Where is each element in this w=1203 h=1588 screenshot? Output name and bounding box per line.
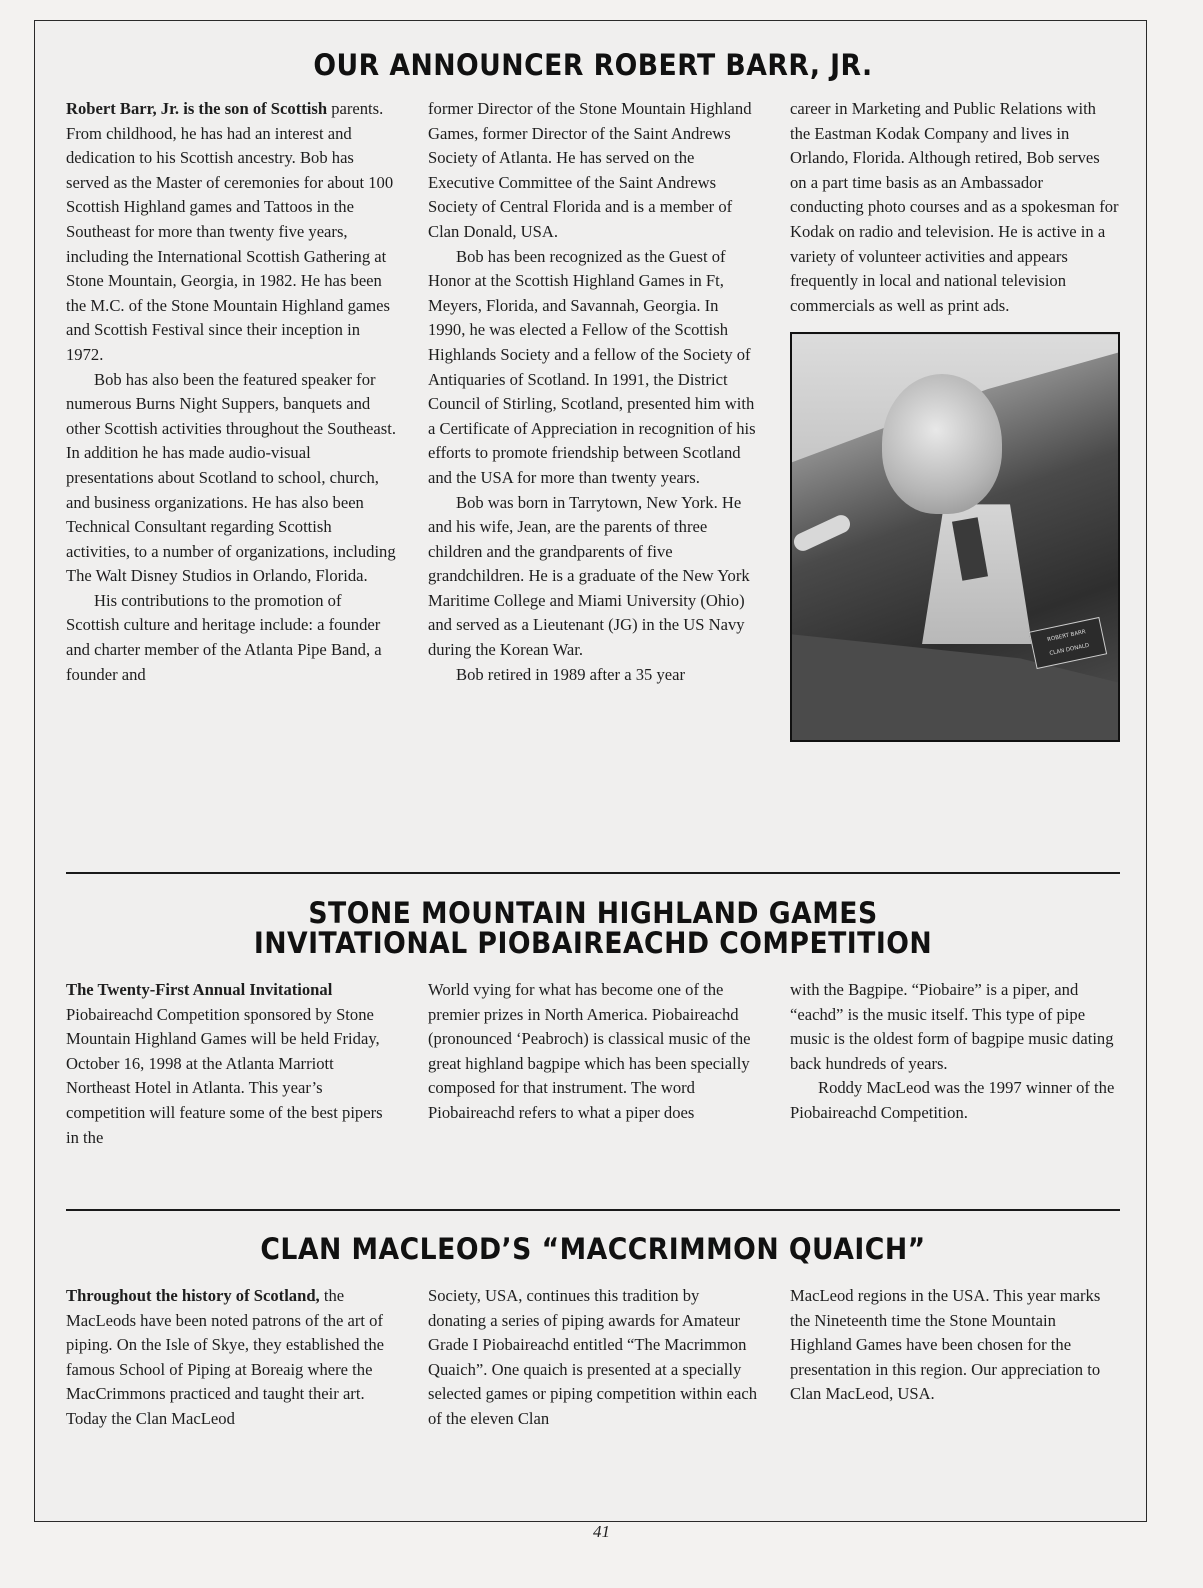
badge-name: ROBERT BARR — [1046, 629, 1087, 644]
microphone-icon — [791, 513, 853, 555]
quaich-paragraph-3: MacLeod regions in the USA. This year marks the Nineteenth time the Stone Mountain Highland Games have been chosen for the presentation in this region. Our appreciation to Clan MacLeod, USA. — [790, 1286, 1101, 1404]
quaich-column-2 — [428, 1284, 758, 1432]
announcer-columns — [66, 97, 1120, 742]
piobaireachd-paragraph-1-text: Piobaireachd Competition sponsored by Stone Mountain Highland Games will be held Friday, October 16, 1998 at the Atlanta Marriott Northeast Hotel in Atlanta. This year’s competition will feature some of the best pipers in the — [66, 1004, 383, 1147]
announcer-paragraph-1 — [66, 97, 396, 368]
announcer-column-3 — [790, 97, 1120, 742]
piobaireachd-paragraph-4: Roddy MacLeod was the 1997 winner of the Piobaireachd Competition. — [790, 1078, 1115, 1122]
announcer-paragraph-6: Bob was born in Tarrytown, New York. He and his wife, Jean, are the parents of three children and the grandparents of five grandchildren. He is a graduate of the New York Maritime College and Miami University (Ohio) and served as a Lieutenant (JG) in the US Navy during the Korean War. — [428, 492, 750, 660]
announcer-paragraph-1-text: parents. From childhood, he has had an interest and dedication to his Scottish ancestry. Bob has served as the Master of ceremonies for about 100 Scottish Highland games and Tattoos in the Southeast for more than twenty five years, including the International Scottish Gathering at Stone Mountain, Georgia, in 1982. He has been the M.C. of the Stone Mountain Highland games and Scottish Festival since their inception in 1972. — [66, 99, 394, 364]
section-quaich — [66, 1232, 1120, 1428]
badge-clan: CLAN DONALD — [1049, 643, 1090, 658]
photo-face — [882, 374, 1002, 514]
announcer-paragraph-3: His contributions to the promotion of Scottish culture and heritage include: a founder and charter member of the Atlanta Pipe Band, a founder and — [66, 590, 382, 684]
quaich-paragraph-1 — [66, 1284, 396, 1432]
announcer-column-1 — [66, 97, 396, 742]
section-divider-2 — [66, 1209, 1120, 1211]
quaich-paragraph-1-text: the MacLeods have been noted patrons of the art of piping. On the Isle of Skye, they established the famous School of Piping at Boreaig where the MacCrimmons practiced and taught their art. Today the Clan MacLeod — [66, 1286, 384, 1428]
quaich-column-3 — [790, 1284, 1120, 1432]
piobaireachd-column-2 — [428, 978, 758, 1150]
piobaireachd-columns — [66, 978, 1120, 1150]
announcer-headline: OUR ANNOUNCER ROBERT BARR, JR. — [313, 48, 873, 82]
piobaireachd-paragraph-3: with the Bagpipe. “Piobaire” is a piper, and “eachd” is the music itself. This type of pipe music is the oldest form of bagpipe music dating back hundreds of years. — [790, 980, 1114, 1073]
piobaireachd-column-1 — [66, 978, 396, 1150]
announcer-paragraph-4: former Director of the Stone Mountain Highland Games, former Director of the Saint Andrews Society of Atlanta. He has served on the Executive Committee of the Saint Andrews Society of Central Florida and is a member of Clan Donald, USA. — [428, 99, 752, 241]
name-badge — [1029, 617, 1107, 669]
piobaireachd-lead: The Twenty-First Annual Invitational — [66, 980, 333, 999]
piobaireachd-paragraph-1 — [66, 978, 396, 1150]
quaich-headline: CLAN MACLEOD’S “MACCRIMMON QUAICH” — [260, 1232, 926, 1266]
section-piobaireachd — [66, 896, 1120, 1147]
announcer-paragraph-8: career in Marketing and Public Relations with the Eastman Kodak Company and lives in Orlando, Florida. Although retired, Bob serves on a part time basis as an Ambassador conducting photo courses and as a spokesman for Kodak on radio and television. He is active in a variety of volunteer activities and appears frequently in local and national television commercials as well as print ads. — [790, 99, 1119, 315]
quaich-column-1 — [66, 1284, 396, 1432]
announcer-paragraph-5: Bob has been recognized as the Guest of Honor at the Scottish Highland Games in Ft, Meyers, Florida, and Savannah, Georgia. In 1990, he was elected a Fellow of the Scottish Highlands Society and a fellow of the Society of Antiquaries of Scotland. In 1991, the District Council of Stirling, Scotland, presented him with a Certificate of Appreciation in recognition of his efforts to promote friendship between Scotland and the USA for more than twenty years. — [428, 246, 756, 487]
announcer-column-2 — [428, 97, 758, 742]
section-announcer — [66, 48, 1120, 684]
quaich-columns — [66, 1284, 1120, 1432]
robert-barr-photo — [790, 332, 1120, 742]
piobaireachd-headline-line-2: INVITATIONAL PIOBAIREACHD COMPETITION — [253, 926, 933, 961]
announcer-paragraph-2: Bob has also been the featured speaker for numerous Burns Night Suppers, banquets and other Scottish activities throughout the Southeast. In addition he has made audio-visual presentations about Scotland to school, church, and business organizations. He has also been Technical Consultant regarding Scottish activities, to a number of organizations, including The Walt Disney Studios in Orlando, Florida. — [66, 369, 396, 586]
piobaireachd-headline-line-1: STONE MOUNTAIN HIGHLAND GAMES — [308, 896, 878, 930]
quaich-lead: Throughout the history of Scotland, — [66, 1286, 320, 1305]
section-divider-1 — [66, 872, 1120, 874]
piobaireachd-paragraph-2: World vying for what has become one of the premier prizes in North America. Piobaireachd (pronounced ‘Peabroch) is classical music of the great highland bagpipe which has been specially composed for that instrument. The word Piobaireachd refers to what a piper does — [428, 980, 751, 1122]
announcer-paragraph-7: Bob retired in 1989 after a 35 year — [456, 664, 685, 684]
piobaireachd-column-3 — [790, 978, 1120, 1150]
page-number: 41 — [593, 1522, 610, 1541]
announcer-lead: Robert Barr, Jr. is the son of Scottish — [66, 99, 328, 118]
quaich-paragraph-2: Society, USA, continues this tradition by donating a series of piping awards for Amateur Grade I Piobaireachd entitled “The Macrimmon Quaich”. One quaich is presented at a specially selected games or piping competition within each of the eleven Clan — [428, 1286, 758, 1428]
